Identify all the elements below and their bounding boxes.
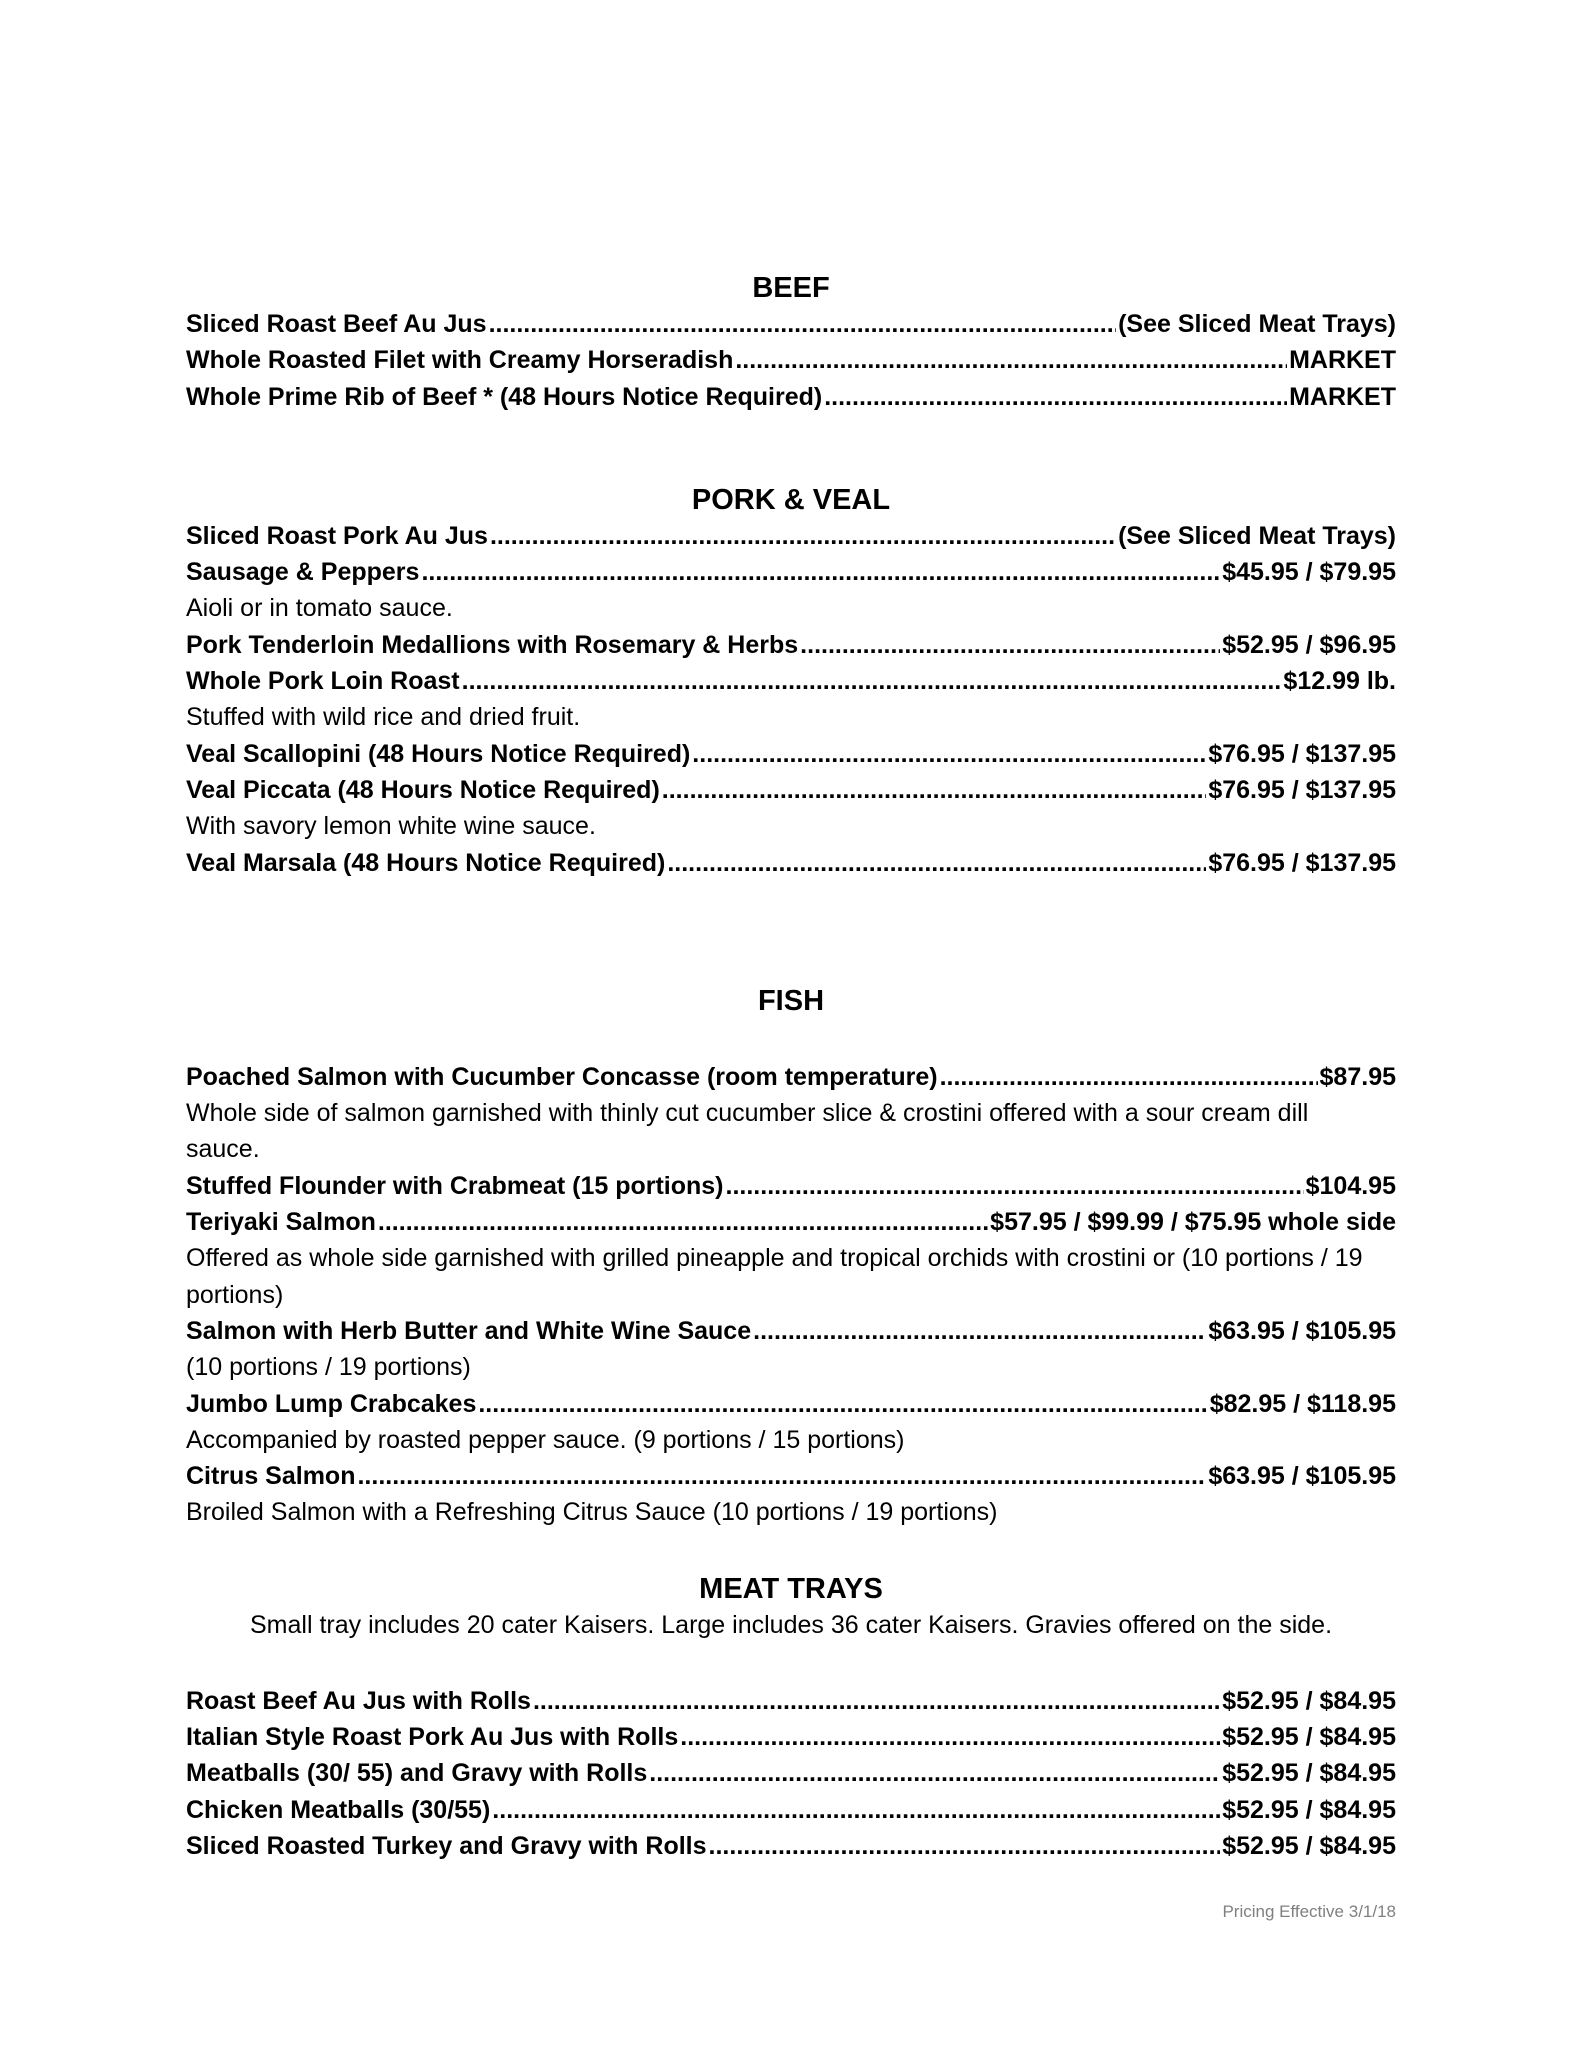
item-price: $52.95 / $84.95 — [1222, 1759, 1396, 1788]
dot-leader — [378, 1204, 988, 1240]
section-fish — [186, 983, 1396, 1531]
menu-item — [186, 1313, 1396, 1349]
item-name: Whole Prime Rib of Beef * (48 Hours Notice Required) — [186, 382, 823, 411]
item-price: $104.95 — [1305, 1171, 1396, 1200]
item-name: Italian Style Roast Pork Au Jus with Rolls — [186, 1723, 679, 1752]
dot-leader — [462, 663, 1282, 699]
section-title-pork-veal: PORK & VEAL — [691, 483, 891, 516]
menu-item — [186, 306, 1396, 342]
menu-item — [186, 1168, 1396, 1204]
item-name: Veal Marsala (48 Hours Notice Required) — [186, 848, 666, 877]
menu-item — [186, 627, 1396, 663]
item-price: $45.95 / $79.95 — [1222, 558, 1396, 587]
item-price: $63.95 / $105.95 — [1208, 1316, 1396, 1345]
spacer — [186, 1643, 1396, 1683]
dot-leader — [735, 342, 1287, 378]
dot-leader — [649, 1755, 1220, 1791]
menu-item — [186, 1059, 1396, 1095]
item-description: Offered as whole side garnished with grilled pineapple and tropical orchids with crostini or (10 portions / 19 portions) — [186, 1244, 1363, 1309]
item-price: $52.95 / $84.95 — [1222, 1831, 1396, 1860]
item-price: $52.95 / $84.95 — [1222, 1723, 1396, 1752]
item-name: Stuffed Flounder with Crabmeat (15 portions) — [186, 1171, 724, 1200]
item-name: Sliced Roast Beef Au Jus — [186, 310, 487, 338]
item-price: $52.95 / $84.95 — [1222, 1686, 1396, 1715]
menu-item — [186, 1719, 1396, 1755]
item-price: $82.95 / $118.95 — [1209, 1389, 1396, 1418]
item-description: Broiled Salmon with a Refreshing Citrus Sauce (10 portions / 19 portions) — [186, 1498, 998, 1527]
item-price: (See Sliced Meat Trays) — [1118, 310, 1396, 338]
dot-leader — [726, 1168, 1304, 1204]
menu-item — [186, 1828, 1396, 1864]
dot-leader — [357, 1458, 1206, 1494]
section-title-fish: FISH — [757, 984, 825, 1017]
dot-leader — [753, 1313, 1206, 1349]
item-name: Teriyaki Salmon — [186, 1208, 376, 1237]
item-price: $57.95 / $99.99 / $75.95 whole side — [990, 1208, 1396, 1237]
item-price: $52.95 / $84.95 — [1222, 1795, 1396, 1824]
item-description: With savory lemon white wine sauce. — [186, 812, 596, 841]
item-price: $12.99 lb. — [1283, 667, 1396, 696]
menu-item — [186, 518, 1396, 554]
section-title-meat-trays: MEAT TRAYS — [699, 1572, 883, 1605]
spacer — [186, 1531, 1396, 1571]
section-pork-veal — [186, 482, 1396, 881]
spacer — [186, 415, 1396, 482]
item-name: Veal Scallopini (48 Hours Notice Required) — [186, 739, 691, 768]
item-price: $87.95 — [1319, 1062, 1396, 1091]
dot-leader — [667, 845, 1206, 881]
item-price: (See Sliced Meat Trays) — [1118, 521, 1396, 550]
menu-item — [186, 1204, 1396, 1240]
dot-leader — [490, 518, 1116, 554]
item-price: $52.95 / $96.95 — [1222, 630, 1396, 659]
item-description: (10 portions / 19 portions) — [186, 1353, 471, 1382]
menu-item — [186, 379, 1396, 415]
dot-leader — [692, 736, 1206, 772]
dot-leader — [421, 554, 1220, 590]
item-name: Whole Roasted Filet with Creamy Horseradish — [186, 346, 734, 375]
item-name: Sliced Roast Pork Au Jus — [186, 521, 488, 550]
menu-item — [186, 663, 1396, 699]
menu-item — [186, 1683, 1396, 1719]
menu-item — [186, 554, 1396, 590]
menu-item — [186, 1792, 1396, 1828]
menu-item — [186, 342, 1396, 378]
menu-item — [186, 1458, 1396, 1494]
item-name: Jumbo Lump Crabcakes — [186, 1389, 477, 1418]
dot-leader — [940, 1059, 1318, 1095]
item-name: Salmon with Herb Butter and White Wine Sauce — [186, 1316, 752, 1345]
item-description: Aioli or in tomato sauce. — [186, 594, 453, 623]
item-description: Whole side of salmon garnished with thinly cut cucumber slice & crostini offered with a sour cream dill sauce. — [186, 1099, 1309, 1164]
item-price: MARKET — [1289, 346, 1396, 375]
dot-leader — [680, 1719, 1220, 1755]
dot-leader — [478, 1386, 1207, 1422]
item-name: Poached Salmon with Cucumber Concasse (room temperature) — [186, 1062, 938, 1091]
dot-leader — [824, 379, 1287, 415]
menu-page — [186, 270, 1396, 1864]
dot-leader — [492, 1792, 1220, 1828]
item-description: Accompanied by roasted pepper sauce. (9 portions / 15 portions) — [186, 1425, 905, 1454]
spacer — [186, 1019, 1396, 1059]
item-name: Citrus Salmon — [186, 1462, 356, 1491]
dot-leader — [709, 1828, 1221, 1864]
menu-item — [186, 772, 1396, 808]
item-price: $63.95 / $105.95 — [1208, 1462, 1396, 1491]
item-price: $76.95 / $137.95 — [1208, 848, 1396, 877]
section-note: Small tray includes 20 cater Kaisers. Large includes 36 cater Kaisers. Gravies offered on the side. — [249, 1610, 1333, 1639]
section-meat-trays — [186, 1571, 1396, 1864]
pricing-footer: Pricing Effective 3/1/18 — [1222, 1902, 1396, 1921]
spacer — [186, 881, 1396, 983]
menu-item — [186, 1755, 1396, 1791]
dot-leader — [662, 772, 1207, 808]
item-name: Sliced Roasted Turkey and Gravy with Rolls — [186, 1831, 707, 1860]
menu-item — [186, 845, 1396, 881]
menu-item — [186, 736, 1396, 772]
dot-leader — [800, 627, 1220, 663]
item-name: Sausage & Peppers — [186, 558, 420, 587]
item-description: Stuffed with wild rice and dried fruit. — [186, 703, 581, 732]
item-price: $76.95 / $137.95 — [1208, 775, 1396, 804]
item-name: Pork Tenderloin Medallions with Rosemary & Herbs — [186, 630, 799, 659]
menu-item — [186, 1386, 1396, 1422]
item-name: Veal Piccata (48 Hours Notice Required) — [186, 775, 660, 804]
section-title-beef: BEEF — [752, 272, 830, 304]
dot-leader — [533, 1683, 1220, 1719]
item-name: Meatballs (30/ 55) and Gravy with Rolls — [186, 1759, 648, 1788]
dot-leader — [489, 306, 1117, 342]
item-name: Roast Beef Au Jus with Rolls — [186, 1686, 531, 1715]
item-name: Chicken Meatballs (30/55) — [186, 1795, 491, 1824]
item-name: Whole Pork Loin Roast — [186, 667, 460, 696]
item-price: $76.95 / $137.95 — [1208, 739, 1396, 768]
section-beef — [186, 270, 1396, 415]
item-price: MARKET — [1289, 382, 1396, 411]
